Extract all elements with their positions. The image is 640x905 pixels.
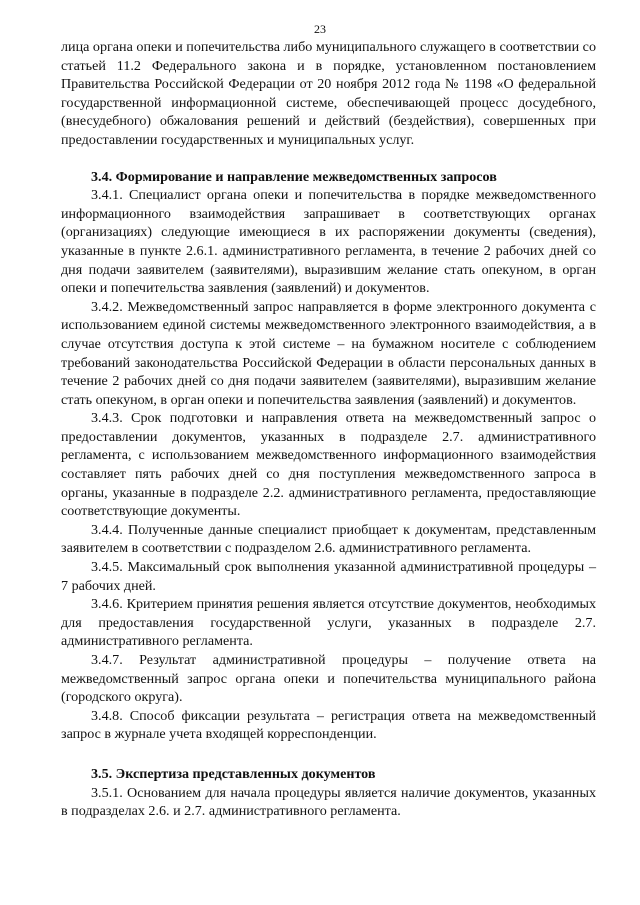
paragraph-3-4-6: 3.4.6. Критерием принятия решения является отсутствие документов, необходимых для предоставления государственной услуги, указанных в подразделе 2.7. административного регламента. — [61, 596, 596, 650]
document-body — [61, 38, 596, 821]
paragraph-3-5-1: 3.5.1. Основанием для начала процедуры является наличие документов, указанных в подразделах 2.6. и 2.7. административного регламента. — [61, 784, 596, 820]
paragraph-3-4-8: 3.4.8. Способ фиксации результата – регистрация ответа на межведомственный запрос в журнале учета входящей корреспонденции. — [61, 707, 596, 743]
paragraph-3-4-2: 3.4.2. Межведомственный запрос направляется в форме электронного документа с использованием единой системы межведомственного электронного взаимодействия, а в случае отсутствия доступа к этой системе – на бумажном носителе с соблюдением требований законодательства Российской Федерации в области персональных данных в течение 2 рабочих дней со дня подачи заявителем (заявителями), выразившим желание стать опекуном, в орган опеки и попечительства заявления (заявлений) и документов. — [61, 298, 596, 408]
paragraph-3-4-7: 3.4.7. Результат административной процедуры – получение ответа на межведомственный запрос органа опеки и попечительства муниципального района (городского округа). — [61, 652, 596, 706]
section-3-5-heading: 3.5. Экспертиза представленных документов — [91, 765, 376, 782]
page-number: 23 — [314, 22, 326, 36]
paragraph-3-4-5: 3.4.5. Максимальный срок выполнения указанной административной процедуры – 7 рабочих дней. — [61, 559, 596, 594]
paragraph-3-4-4: 3.4.4. Полученные данные специалист приобщает к документам, представленным заявителем в соответствии с подразделом 2.6. административного регламента. — [61, 521, 596, 557]
paragraph-3-4-3: 3.4.3. Срок подготовки и направления ответа на межведомственный запрос о предоставлении документов, указанных в подразделе 2.7. административного регламента, с использованием межведомственного информационного взаимодействия составляет пять рабочих дней со дня поступления межведомственного запроса в органы, указанные в подразделе 2.2. административного регламента, предоставляющие соответствующие документы. — [61, 410, 596, 520]
intro-paragraph: лица органа опеки и попечительства либо муниципального служащего в соответствии со статьей 11.2 Федерального закона и в порядке, установленном постановлением Правительства Российской Федерации от 20 ноября 2012 года № 1198 «О федеральной государственной информационной системе, обеспечивающей процесс досудебного, (внесудебного) обжалования решений и действий (бездействия), совершенных при предоставлении государственных и муниципальных услуг. — [61, 39, 596, 148]
section-3-4-heading: 3.4. Формирование и направление межведомственных запросов — [91, 168, 497, 185]
paragraph-3-4-1: 3.4.1. Специалист органа опеки и попечительства в порядке межведомственного информационного взаимодействия запрашивает в соответствующих органах (организациях) следующие имеющиеся в их распоряжении документы (сведения), указанные в пункте 2.6.1. административного регламента, в течение 2 рабочих дней со дня подачи заявителем (заявителями), выразившим желание стать опекуном, в орган опеки и попечительства заявления (заявлений) и документов. — [61, 187, 596, 297]
